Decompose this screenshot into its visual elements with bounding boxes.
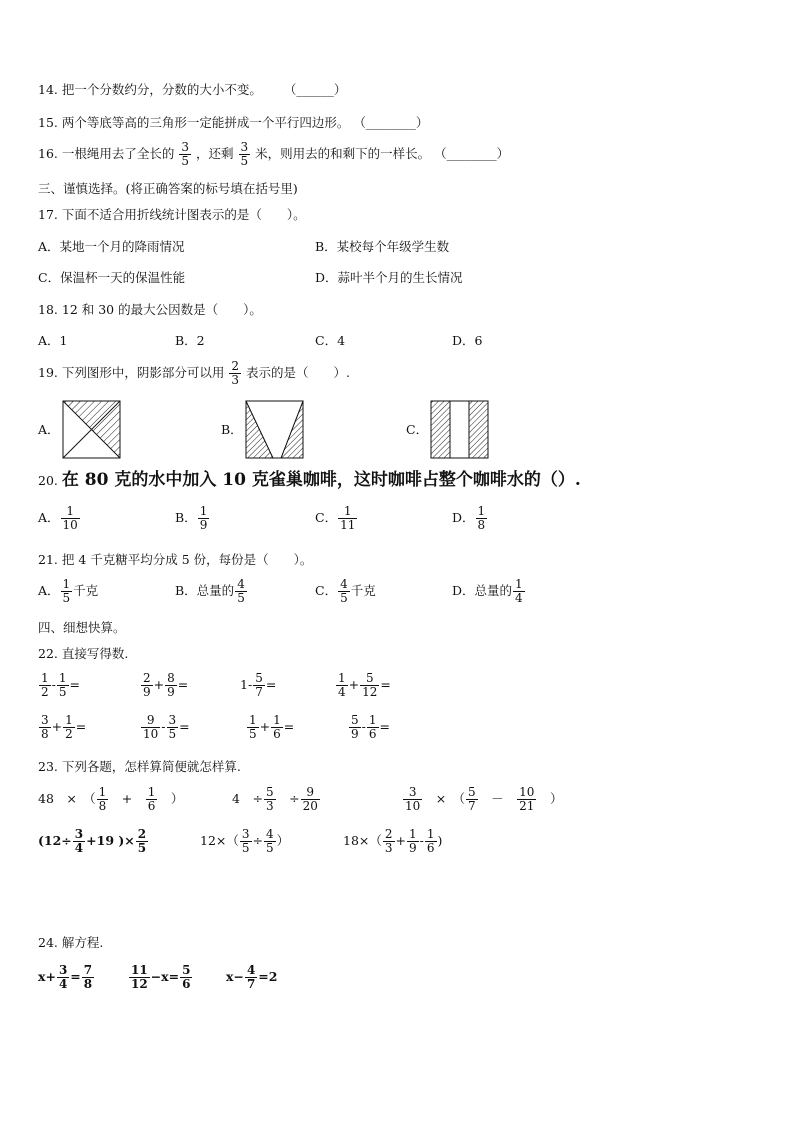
question-19 [38, 360, 350, 387]
question-21 [38, 552, 312, 568]
simplify-3: $\frac{3}{10}$ × （ $\frac{5}{7}$ － $\frac{10}{21}$ ） [405, 785, 563, 813]
question-number: 16. [38, 146, 58, 161]
section-heading: 四、细想快算。 [38, 620, 126, 635]
simplify-2: 4 ÷ $\frac{5}{3}$ ÷ $\frac{9}{20}$ [232, 785, 318, 813]
question-text: 解方程. [61, 935, 104, 950]
question-text: 两个等底等高的三角形一定能拼成一个平行四边形。 [61, 115, 350, 130]
option-a[interactable]: A．某地一个月的降雨情况 [38, 239, 185, 254]
calc-6: $\frac{9}{10}$ - $\frac{3}{5}$ = [143, 713, 190, 741]
equation-3: x− $\frac{4}{7}$ =2 [226, 963, 278, 991]
answer-blank: （________） [353, 115, 429, 130]
option-b-label[interactable]: B． [221, 422, 243, 437]
option-a[interactable]: A． $\frac{1}{10}$ [38, 504, 78, 532]
calc-3: 1- $\frac{5}{7}$ = [240, 671, 277, 699]
option-a-label[interactable]: A． [38, 422, 60, 437]
calc-8: $\frac{5}{9}$ - $\frac{1}{6}$ = [351, 713, 390, 741]
question-number: 19. [38, 365, 58, 380]
option-c[interactable]: C． $\frac{1}{11}$ [315, 504, 356, 532]
question-number: 23. [38, 759, 58, 774]
question-text: 米，则用去的和剩下的一样长。 [255, 146, 431, 161]
option-c[interactable]: C． $\frac{4}{5}$ 千克 [315, 577, 376, 605]
question-text: 下列各题，怎样算简便就怎样算. [61, 759, 241, 774]
option-b[interactable]: B．2 [175, 333, 205, 348]
question-20 [38, 472, 581, 489]
question-text: 直接写得数. [61, 646, 129, 661]
simplify-5: 12×（ $\frac{3}{5}$ ÷ $\frac{4}{5}$ ） [200, 827, 290, 855]
question-text: 一根绳用去了全长的 [61, 146, 175, 161]
question-15 [38, 115, 428, 131]
fraction: $\frac{2}{3}$ [231, 359, 240, 387]
equation-1: x+ $\frac{3}{4}$ = $\frac{7}{8}$ [38, 963, 93, 991]
simplify-6: 18×（ $\frac{2}{3}$ + $\frac{1}{9}$ - $\frac{1}{6}$ ) [343, 827, 443, 855]
section-heading: 三、谨慎选择。(将正确答案的标号填在括号里) [38, 181, 298, 196]
option-c-label[interactable]: C． [406, 422, 429, 437]
option-c[interactable]: C．4 [315, 333, 346, 348]
figure-c [428, 400, 492, 460]
question-number: 14. [38, 82, 58, 97]
calc-5: $\frac{3}{8}$ + $\frac{1}{2}$ = [41, 713, 87, 741]
question-number: 24. [38, 935, 58, 950]
option-c[interactable]: C．保温杯一天的保温性能 [38, 270, 186, 285]
figure-b [243, 400, 307, 460]
question-text: 在 80 克的水中加入 10 克雀巢咖啡，这时咖啡占整个咖啡水的（）. [61, 470, 581, 490]
question-text: 把 4 千克糖平均分成 5 份，每份是（ ）。 [61, 552, 313, 567]
calc-4: $\frac{1}{4}$ + $\frac{5}{12}$ = [338, 671, 391, 699]
question-text: 表示的是（ ）. [246, 365, 350, 380]
option-b[interactable]: B．总量的 $\frac{4}{5}$ [175, 577, 245, 605]
answer-blank: （________） [434, 146, 510, 161]
question-14 [38, 82, 346, 98]
calc-1: $\frac{1}{2}$ - $\frac{1}{5}$ = [41, 671, 80, 699]
fraction: $\frac{3}{5}$ [240, 140, 249, 168]
option-d[interactable]: D．总量的 $\frac{1}{4}$ [452, 577, 523, 605]
option-a[interactable]: A．1 [38, 333, 68, 348]
answer-blank: （______） [283, 82, 347, 97]
question-22 [38, 646, 128, 662]
question-text: 下列图形中，阴影部分可以用 [61, 365, 225, 380]
simplify-4: (12÷ $\frac{3}{4}$ +19 )× $\frac{2}{5}$ [38, 827, 147, 855]
calc-7: $\frac{1}{5}$ + $\frac{1}{6}$ = [249, 713, 295, 741]
option-a[interactable]: A． $\frac{1}{5}$ 千克 [38, 577, 99, 605]
fraction: $\frac{3}{5}$ [181, 140, 190, 168]
question-16 [38, 141, 509, 168]
option-b[interactable]: B．某校每个年级学生数 [315, 239, 450, 254]
question-24 [38, 935, 103, 951]
simplify-1: 48 × （ $\frac{1}{8}$ + $\frac{1}{6}$ ） [38, 785, 184, 813]
calc-2: $\frac{2}{9}$ + $\frac{8}{9}$ = [143, 671, 189, 699]
option-d[interactable]: D．蒜叶半个月的生长情况 [315, 270, 463, 285]
question-text: ，还剩 [196, 146, 234, 161]
question-text: 把一个分数约分，分数的大小不变。 [61, 82, 262, 97]
option-d[interactable]: D．6 [452, 333, 483, 348]
question-23 [38, 759, 241, 775]
question-number: 20. [38, 473, 58, 488]
question-number: 22. [38, 646, 58, 661]
question-17 [38, 207, 306, 223]
option-b[interactable]: B． $\frac{1}{9}$ [175, 504, 208, 532]
question-text: 12 和 30 的最大公因数是（ ）。 [61, 302, 262, 317]
question-text: 下面不适合用折线统计图表示的是（ ）。 [61, 207, 306, 222]
equation-2: $\frac{11}{12}$ −x= $\frac{5}{6}$ [131, 963, 191, 991]
option-d[interactable]: D． $\frac{1}{8}$ [452, 504, 486, 532]
figure-a [60, 400, 124, 460]
question-number: 15. [38, 115, 58, 130]
question-18 [38, 302, 262, 318]
question-number: 18. [38, 302, 58, 317]
question-number: 17. [38, 207, 58, 222]
question-number: 21. [38, 552, 58, 567]
